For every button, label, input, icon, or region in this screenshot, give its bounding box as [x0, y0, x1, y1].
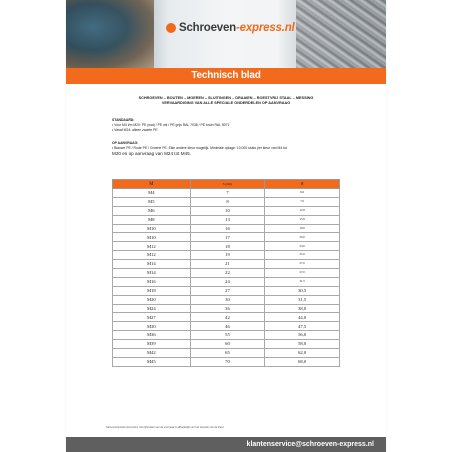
cell-s: 24 [190, 277, 265, 286]
spec-table [112, 179, 340, 367]
on-request-heading: OP AANVRAAG: [112, 141, 139, 145]
cell-m: M12 [113, 251, 191, 260]
table-row [113, 197, 340, 206]
table-row [113, 340, 340, 349]
header-h: H [265, 180, 340, 189]
cell-m: M8 [113, 215, 191, 224]
cell-s: 42 [190, 313, 265, 322]
cell-s: 16 [190, 224, 265, 233]
cell-m: M42 [113, 349, 191, 358]
cell-h: 25.0 [265, 251, 340, 260]
brand-logo [166, 20, 295, 44]
table-body [113, 189, 340, 367]
cell-s: 30 [190, 295, 265, 304]
cell-s: 65 [190, 349, 265, 358]
footnote: Niet-contractueel document, het bijhouden van de voorraad is afhankelijk van het verzoek van de klant. [106, 426, 225, 429]
on-request-line-2: M20 en op aanvraag van M24 tot M45. [112, 151, 191, 156]
table-row [113, 224, 340, 233]
table-row [113, 277, 340, 286]
cell-h: 20.0 [265, 233, 340, 242]
cell-s: 7 [190, 189, 265, 198]
cell-s: 13 [190, 215, 265, 224]
cell-h: 38,0 [265, 304, 340, 313]
cell-h: 7.0 [265, 197, 340, 206]
table-row [113, 260, 340, 269]
table-row [113, 286, 340, 295]
standard-line-2: • Vanaf M24: alleen zwarte PE [112, 128, 158, 132]
intro-line-1: SCHROEVEN – BOUTEN – MOEREN – SLUITINGEN – DRAAIEN – ROESTVRIJ STAAL – MESSING [138, 96, 314, 100]
cell-h: 27.0 [265, 269, 340, 278]
on-request-line-1: • Blauwe PE / Rode PE / Groene PE. Elke andere kleur mogelijk. Minimale oplage: 10.000 stuks per kleur van M4 tot [112, 146, 287, 150]
cell-h: 47,5 [265, 322, 340, 331]
header-banner [66, 0, 386, 68]
cell-m: M39 [113, 340, 191, 349]
cell-s: 22 [190, 269, 265, 278]
cell-m: M10 [113, 233, 191, 242]
cell-m: M14 [113, 260, 191, 269]
table-row [113, 304, 340, 313]
cell-s: 19 [190, 251, 265, 260]
table-row [113, 357, 340, 366]
cell-h: 6.6 [265, 189, 340, 198]
table-row [113, 295, 340, 304]
cell-m: M30 [113, 322, 191, 331]
header-s: S (mm) [190, 180, 265, 189]
cell-s: 27 [190, 286, 265, 295]
cell-s: 18 [190, 242, 265, 251]
table-row [113, 242, 340, 251]
cell-h: 62,0 [265, 349, 340, 358]
cell-m: M16 [113, 277, 191, 286]
document-page [66, 0, 386, 452]
cell-m: M20 [113, 295, 191, 304]
footer-email: klantenservice@schroeven-express.nl [246, 441, 374, 448]
logo-text: Schroeven-express.nl [179, 22, 295, 34]
cell-h: 58,0 [265, 340, 340, 349]
cell-h: 30,5 [265, 286, 340, 295]
on-request-section [112, 141, 287, 157]
cell-h: 68,0 [265, 357, 340, 366]
table-row [113, 322, 340, 331]
cell-m: M10 [113, 224, 191, 233]
cell-m: M12 [113, 242, 191, 251]
table-row [113, 215, 340, 224]
cell-s: 17 [190, 233, 265, 242]
intro-text [86, 96, 366, 106]
standard-section [112, 118, 229, 133]
cell-s: 60 [190, 340, 265, 349]
cell-h: 19.0 [265, 224, 340, 233]
cell-m: M24 [113, 304, 191, 313]
cell-m: M6 [113, 206, 191, 215]
cell-h: 15.8 [265, 215, 340, 224]
cell-h: 23.0 [265, 242, 340, 251]
cell-m: M5 [113, 197, 191, 206]
page-title: Technisch blad [191, 70, 261, 81]
cell-m: M4 [113, 189, 191, 198]
cell-s: 55 [190, 331, 265, 340]
standard-heading: STANDAARD: [112, 118, 135, 122]
cell-m: M36 [113, 331, 191, 340]
table-row [113, 313, 340, 322]
cell-s: 21 [190, 260, 265, 269]
cell-h: 44,0 [265, 313, 340, 322]
cell-h: 31.5 [265, 277, 340, 286]
cell-s: 10 [190, 206, 265, 215]
cell-m: M45 [113, 357, 191, 366]
standard-line-1: • Voor M4 t/m M20: PE (wat) / PE wit / PE grijs RAL 7038 / PE bruin RAL 8071 [112, 123, 230, 127]
table-row [113, 206, 340, 215]
cell-s: 36 [190, 304, 265, 313]
cell-m: M27 [113, 313, 191, 322]
cell-m: M18 [113, 286, 191, 295]
screws-photo [296, 0, 386, 68]
table-row [113, 269, 340, 278]
cell-s: 8 [190, 197, 265, 206]
cell-s: 46 [190, 322, 265, 331]
table-header-row [113, 180, 340, 189]
cell-s: 70 [190, 357, 265, 366]
table-row [113, 233, 340, 242]
cell-m: M14 [113, 269, 191, 278]
table-row [113, 331, 340, 340]
table-row [113, 189, 340, 198]
cell-h: 27.0 [265, 260, 340, 269]
table-row [113, 251, 340, 260]
cell-h: 12.8 [265, 206, 340, 215]
table-row [113, 349, 340, 358]
intro-line-2: VERVAARDIGING VAN ALLE SPECIALE ONDERDELEN OP AANVRAAG [161, 101, 291, 105]
logo-mark-icon [166, 23, 176, 33]
cell-h: 31,5 [265, 295, 340, 304]
header-m: M [113, 180, 191, 189]
cell-h: 56,0 [265, 331, 340, 340]
tools-photo [66, 0, 154, 68]
